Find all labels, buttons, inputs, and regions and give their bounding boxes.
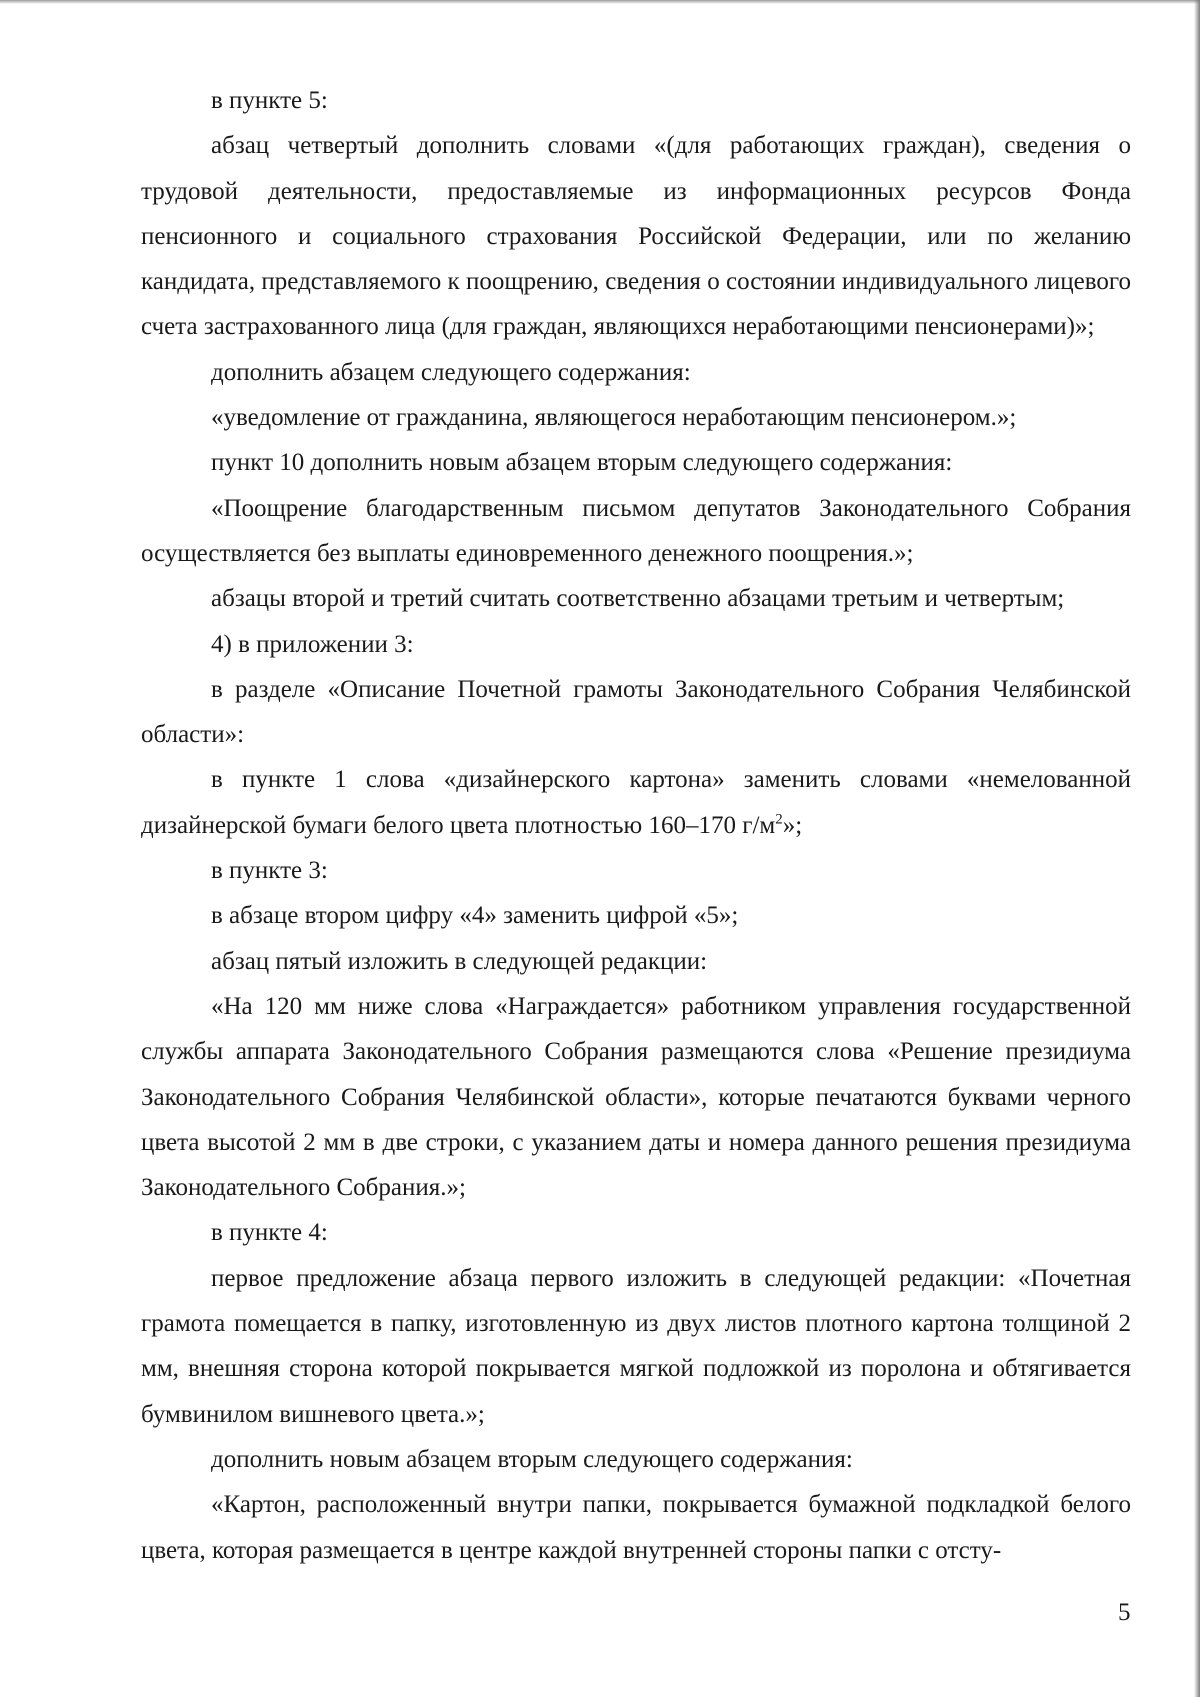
paragraph: первое предложение абзаца первого изложить в следующей редакции: «Почетная грамота помещается в папку, изготовленную из двух листов плотного картона толщиной 2 мм, внешняя сторона которой покрывается мягкой подложкой из поролона и обтягивается бумвинилом вишневого цвета.»; [141,1264,1131,1428]
paragraph: в пункте 4: [211,1219,328,1247]
paragraph: в пункте 3: [211,857,328,885]
paragraph: пункт 10 дополнить новым абзацем вторым следующего содержания: [211,449,953,477]
document-body [141,78,1131,1573]
scan-edge-top [0,0,1200,4]
paragraph: дополнить абзацем следующего содержания: [211,358,691,386]
paragraph-with-superscript [141,757,1131,848]
scan-edge-right [1194,0,1200,1697]
paragraph: «уведомление от гражданина, являющегося неработающим пенсионером.»; [211,404,1017,432]
paragraph-text-tail: »; [782,811,803,839]
paragraph: «На 120 мм ниже слова «Награждается» работником управления государственной службы аппарата Законодательного Собрания размещаются слова «Решение президиума Законодательного Собрания Челябинской области», которые печатаются буквами черного цвета высотой 2 мм в две строки, с указанием даты и номера данного решения президиума Законодательного Собрания.»; [141,992,1131,1202]
paragraph: «Поощрение благодарственным письмом депутатов Законодательного Собрания осуществляется без выплаты единовременного денежного поощрения.»; [141,494,1131,567]
paragraph: «Картон, расположенный внутри папки, покрывается бумажной подкладкой белого цвета, которая размещается в центре каждой внутренней стороны папки с отсту- [141,1491,1131,1564]
paragraph: абзац пятый изложить в следующей редакции: [211,947,708,975]
paragraph: в пункте 5: [211,87,328,114]
superscript-unit: 2 [775,811,783,828]
paragraph: в разделе «Описание Почетной грамоты Законодательного Собрания Челябинской области»: [141,675,1131,749]
paragraph: абзацы второй и третий считать соответственно абзацами третьим и четвертым; [211,585,1065,613]
paragraph: дополнить новым абзацем вторым следующего содержания: [211,1445,853,1473]
page-number: 5 [1118,1599,1131,1626]
paragraph: абзац четвертый дополнить словами «(для работающих граждан), сведения о трудовой деятельности, предоставляемые из информационных ресурсов Фонда пенсионного и социального страхования Российской Федерации, или по желанию кандидата, представляемого к поощрению, сведения о состоянии индивидуального лицевого счета застрахованного лица (для граждан, являющихся неработающими пенсионерами)»; [141,132,1131,341]
paragraph-text: в пункте 1 слова «дизайнерского картона» заменить словами «немелованной дизайнерской бумаги белого цвета плотностью 160–170 г/м [141,766,1131,839]
paragraph: 4) в приложении 3: [211,630,414,658]
paragraph: в абзаце втором цифру «4» заменить цифрой «5»; [211,902,739,930]
